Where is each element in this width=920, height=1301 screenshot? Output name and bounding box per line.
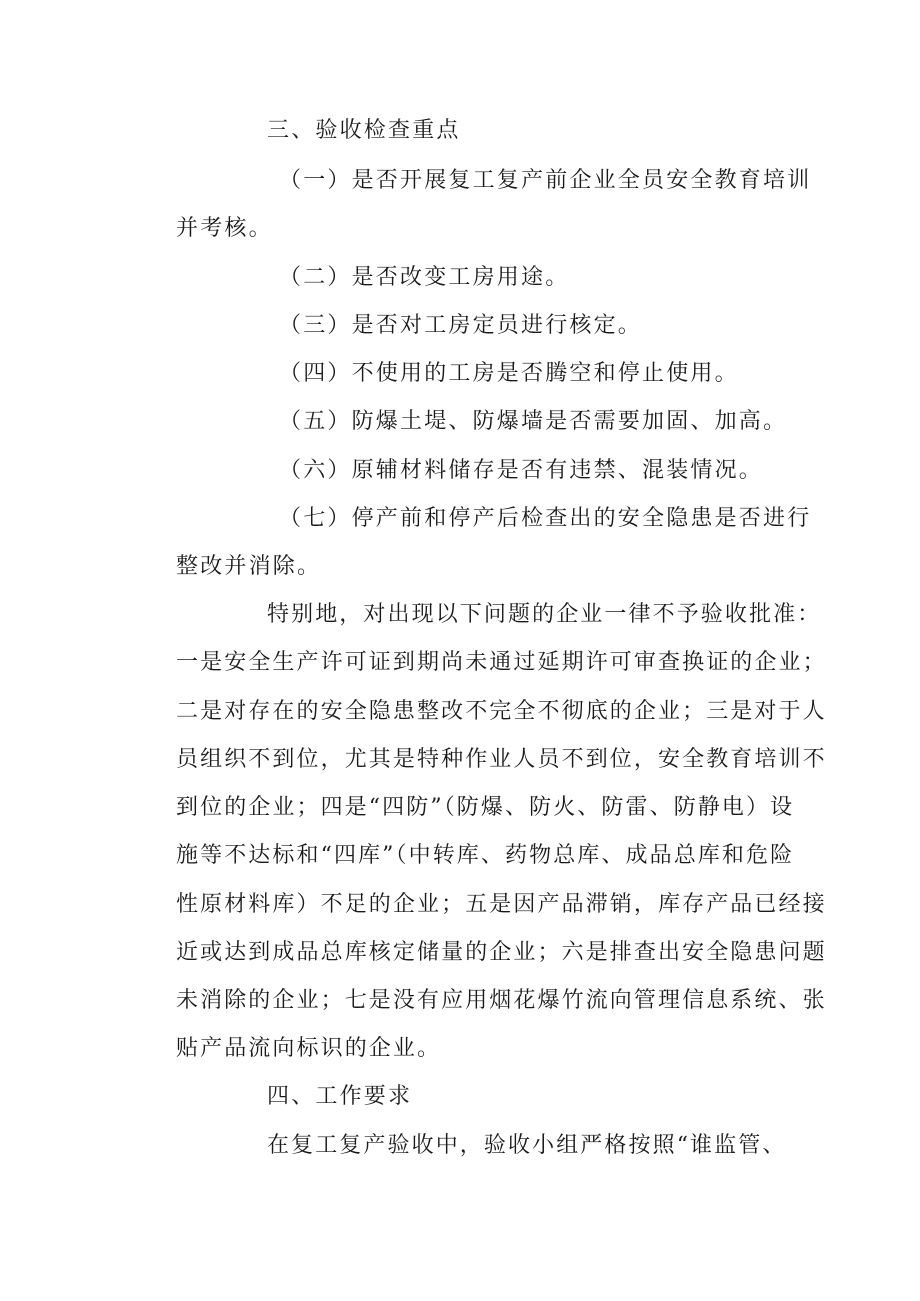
item-7-line-2: 整改并消除。 [176, 554, 322, 579]
item-5: （五）防爆土堤、防爆墙是否需要加固、加高。 [279, 409, 788, 434]
section-heading-4: 四、工作要求 [267, 1084, 413, 1109]
item-1-line-1: （一）是否开展复工复产前企业全员安全教育培训 [279, 168, 812, 193]
section-4-paragraph-line-1: 在复工复产验收中，验收小组严格按照“谁监管、 [267, 1133, 787, 1158]
item-3: （三）是否对工房定员进行核定。 [279, 313, 643, 338]
special-paragraph-line-4: 员组织不到位，尤其是特种作业人员不到位，安全教育培训不 [176, 747, 827, 772]
item-2: （二）是否改变工房用途。 [279, 265, 570, 290]
item-6: （六）原辅材料储存是否有违禁、混装情况。 [279, 458, 764, 483]
special-paragraph-line-1: 特别地，对出现以下问题的企业一律不予验收批准： [267, 602, 822, 627]
item-4: （四）不使用的工房是否腾空和停止使用。 [279, 361, 739, 386]
special-paragraph-line-5: 到位的企业；四是“四防”（防爆、防火、防雷、防静电）设 [176, 795, 795, 820]
special-paragraph-line-3: 二是对存在的安全隐患整改不完全不彻底的企业；三是对于人 [176, 699, 827, 724]
special-paragraph-line-2: 一是安全生产许可证到期尚未通过延期许可审查换证的企业； [176, 650, 827, 675]
special-paragraph-line-9: 未消除的企业；七是没有应用烟花爆竹流向管理信息系统、张 [176, 988, 827, 1013]
special-paragraph-line-7: 性原材料库）不足的企业；五是因产品滞销，库存产品已经接 [176, 892, 827, 917]
item-7-line-1: （七）停产前和停产后检查出的安全隐患是否进行 [279, 506, 812, 531]
special-paragraph-line-8: 近或达到成品总库核定储量的企业；六是排查出安全隐患问题 [176, 940, 827, 965]
special-paragraph-line-6: 施等不达标和“四库”（中转库、药物总库、成品总库和危险 [176, 843, 795, 868]
item-1-line-2: 并考核。 [176, 216, 273, 241]
section-heading-3: 三、验收检查重点 [267, 118, 461, 143]
special-paragraph-line-10: 贴产品流向标识的企业。 [176, 1036, 442, 1061]
